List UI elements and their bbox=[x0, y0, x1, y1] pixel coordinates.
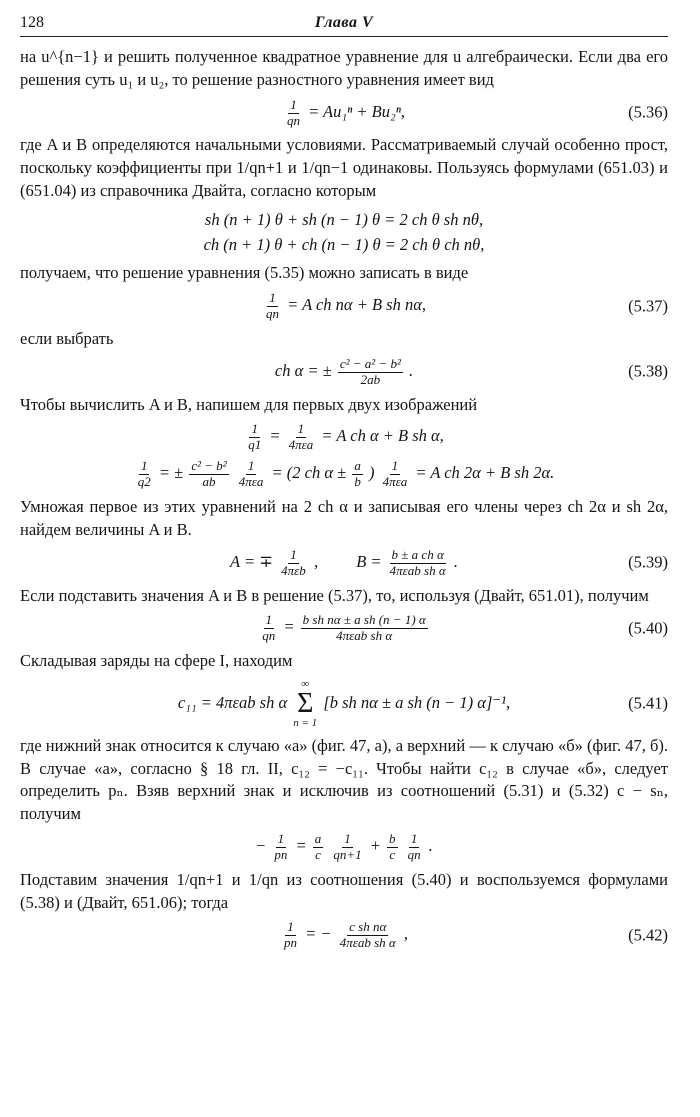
paragraph-8: Складывая заряды на сфере I, находим bbox=[20, 651, 293, 671]
paragraph-6: Умножая первое из этих уравнений на 2 ch α и записывая его члены через ch 2α и sh 2α, найдем величины A и B. bbox=[20, 497, 668, 539]
paragraph-5: Чтобы вычислить A и B, напишем для первых двух изображений bbox=[20, 394, 478, 414]
paragraph-4: если выбрать bbox=[20, 328, 114, 348]
running-header bbox=[20, 12, 668, 34]
summation-sign: Σ bbox=[297, 687, 314, 719]
paragraph-3: получаем, что решение уравнения (5.35) можно записать в виде bbox=[20, 263, 469, 283]
page-number: 128 bbox=[20, 14, 44, 31]
eq-5-36-rhs: = Au₁ⁿ + Bu₂ⁿ, bbox=[308, 101, 406, 121]
identity-ch: ch (n + 1) θ + ch (n − 1) θ = 2 ch θ ch nθ, bbox=[203, 234, 485, 254]
equation-number: (5.42) bbox=[628, 925, 668, 945]
header-rule bbox=[20, 36, 668, 37]
equation-q1: $\frac{1}{q1}$ = $\frac{1}{\text{4πεa}}$ = A ch α + B sh α, bbox=[248, 421, 444, 453]
equation-5-37: $\frac{1}{qn}$ = A ch nα + B sh nα, (5.37) bbox=[265, 290, 668, 322]
paragraph-9: где нижний знак относится к случаю «а» (фиг. 47, а), а верхний — к случаю «б» (фиг. 47, б). В случае «а», согласно § 18 гл. II, c₁₂ = −c₁₁. Чтобы найти c₁₂ в случае «б», следует определить pₙ. Взяв верхний знак и исключив из соотношений (5.31) и (5.32) c − sₙ, получим bbox=[20, 735, 668, 824]
paragraph-1: на u^{n−1} и решить полученное квадратное уравнение для u алгебраически. Если два его решения суть u₁ и u₂, то решение разностного уравнения имеет вид bbox=[20, 47, 668, 89]
equation-5-40: $\frac{1}{qn}$ = $\frac{\text{b sh nα ± a sh (n − 1) α}}{\text{4πεab sh α}}$ (5.40) bbox=[262, 612, 668, 644]
paragraph-10: Подставим значения 1/qn+1 и 1/qn из соотношения (5.40) и воспользуемся формулами (5.38) и (Двайт, 651.06); тогда bbox=[20, 869, 668, 912]
equation-5-38: ch α = ± $\frac{\text{c² − a² − b²}}{2ab}$ . (5.38) bbox=[274, 355, 668, 387]
equation-number: (5.39) bbox=[628, 552, 668, 572]
equation-number: (5.37) bbox=[628, 296, 668, 316]
book-page bbox=[20, 12, 668, 957]
equation-5-42: $\frac{1}{pn}$ = − $\frac{\text{c sh nα}}{\text{4πεab sh α}}$ , (5.42) bbox=[284, 919, 668, 951]
paragraph-7: Если подставить значения A и B в решение (5.37), то, используя (Двайт, 651.01), получим bbox=[20, 585, 649, 605]
chapter-title: Глава V bbox=[314, 14, 374, 31]
equation-5-39: A = ∓ $\frac{1}{\text{4πεb}}$ , B = $\frac{\text{b ± a ch α}}{\text{4πεab sh α}}$ . (5.39) bbox=[230, 546, 668, 578]
equation-number: (5.38) bbox=[628, 361, 668, 381]
equation-q2: $\frac{1}{q2}$ = ± $\frac{\text{c² − b²}}{ab}$ $\frac{1}{\text{4πεa}}$ = (2 ch α ± $\frac{a}{b}$ ) $\frac{1}{\text{4πεa}}$ = A ch 2α + B sh 2α. bbox=[137, 458, 555, 490]
identity-sh: sh (n + 1) θ + sh (n − 1) θ = 2 ch θ sh nθ, bbox=[204, 209, 484, 229]
equation-p: − $\frac{1}{pn}$ = $\frac{a}{c}$ $\frac{1}{qn+1}$ + $\frac{b}{c}$ $\frac{1}{qn}$ . bbox=[255, 830, 433, 862]
equation-number: (5.41) bbox=[628, 693, 668, 713]
equation-number: (5.36) bbox=[628, 102, 668, 122]
equation-5-41: c₁₁ = 4πεab sh α ∞ Σ n = 1 [b sh nα ± a sh (n − 1) α]⁻¹, (5.41) bbox=[177, 677, 668, 729]
paragraph-2: где A и B определяются начальными условиями. Рассматриваемый случай особенно прост, поскольку коэффициенты при 1/qn+1 и 1/qn−1 одинаковы. Пользуясь формулами (651.03) и (651.04) из справочника Двайта, согласно которым bbox=[20, 135, 668, 201]
equation-number: (5.40) bbox=[628, 618, 668, 638]
equation-5-36: $\frac{1}{qn}$ = Au₁ⁿ + Bu₂ⁿ, (5.36) bbox=[286, 96, 668, 128]
